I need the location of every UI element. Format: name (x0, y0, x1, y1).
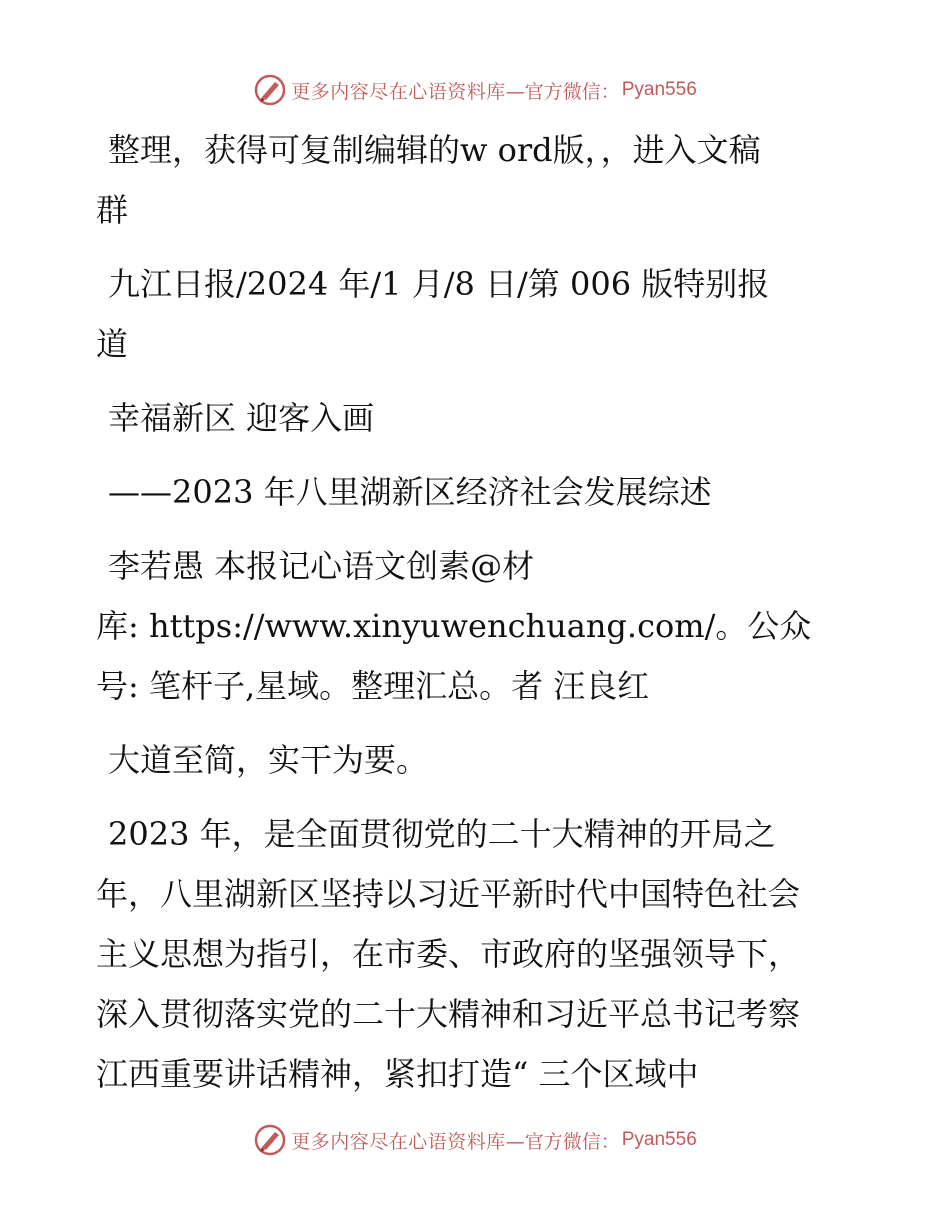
watermark-wechat-id: Pyan556 (621, 1129, 697, 1150)
paragraph-2-line-2: 年，八里湖新区坚持以习近平新时代中国特色社会 (96, 875, 801, 913)
watermark-text: 更多内容尽在心语资料库 (291, 1130, 506, 1153)
pen-seal-logo-icon (253, 1123, 287, 1157)
text-line-2: 群 (96, 191, 129, 229)
paragraph-2-line-1: 2023 年，是全面贯彻党的二十大精神的开局之 (108, 815, 776, 853)
text-line-1: 整理，获得可复制编辑的w ord版，，进入文稿 (108, 131, 761, 169)
article-title: 幸福新区 迎客入画 (108, 399, 375, 437)
byline-line-2: 库: https://www.xinyuwenchuang.com/。公众 (96, 607, 812, 645)
byline-line-1: 李若愚 本报记心语文创素@材 (108, 547, 535, 585)
watermark-wechat-id: Pyan556 (621, 79, 697, 100)
paragraph-1: 大道至简，实干为要。 (108, 741, 429, 779)
byline-line-3: 号: 笔杆子,星域。整理汇总。者 汪良红 (96, 667, 650, 705)
paragraph-2-line-5: 江西重要讲话精神，紧扣打造“ 三个区域中 (96, 1055, 699, 1093)
text-line-4: 道 (96, 325, 129, 363)
header-watermark (0, 70, 950, 110)
pen-seal-logo-icon (253, 73, 287, 107)
paragraph-2-line-3: 主义思想为指引，在市委、市政府的坚强领导下， (96, 935, 801, 973)
footer-watermark (0, 1120, 950, 1160)
watermark-separator: —官方微信： (505, 1130, 620, 1153)
watermark-text: 更多内容尽在心语资料库 (291, 80, 506, 103)
watermark-separator: —官方微信： (505, 80, 620, 103)
article-subtitle: ——2023 年八里湖新区经济社会发展综述 (108, 473, 712, 511)
text-line-3: 九江日报/2024 年/1 月/8 日/第 006 版特别报 (108, 265, 770, 303)
paragraph-2-line-4: 深入贯彻落实党的二十大精神和习近平总书记考察 (96, 995, 801, 1033)
document-body (96, 120, 856, 1104)
